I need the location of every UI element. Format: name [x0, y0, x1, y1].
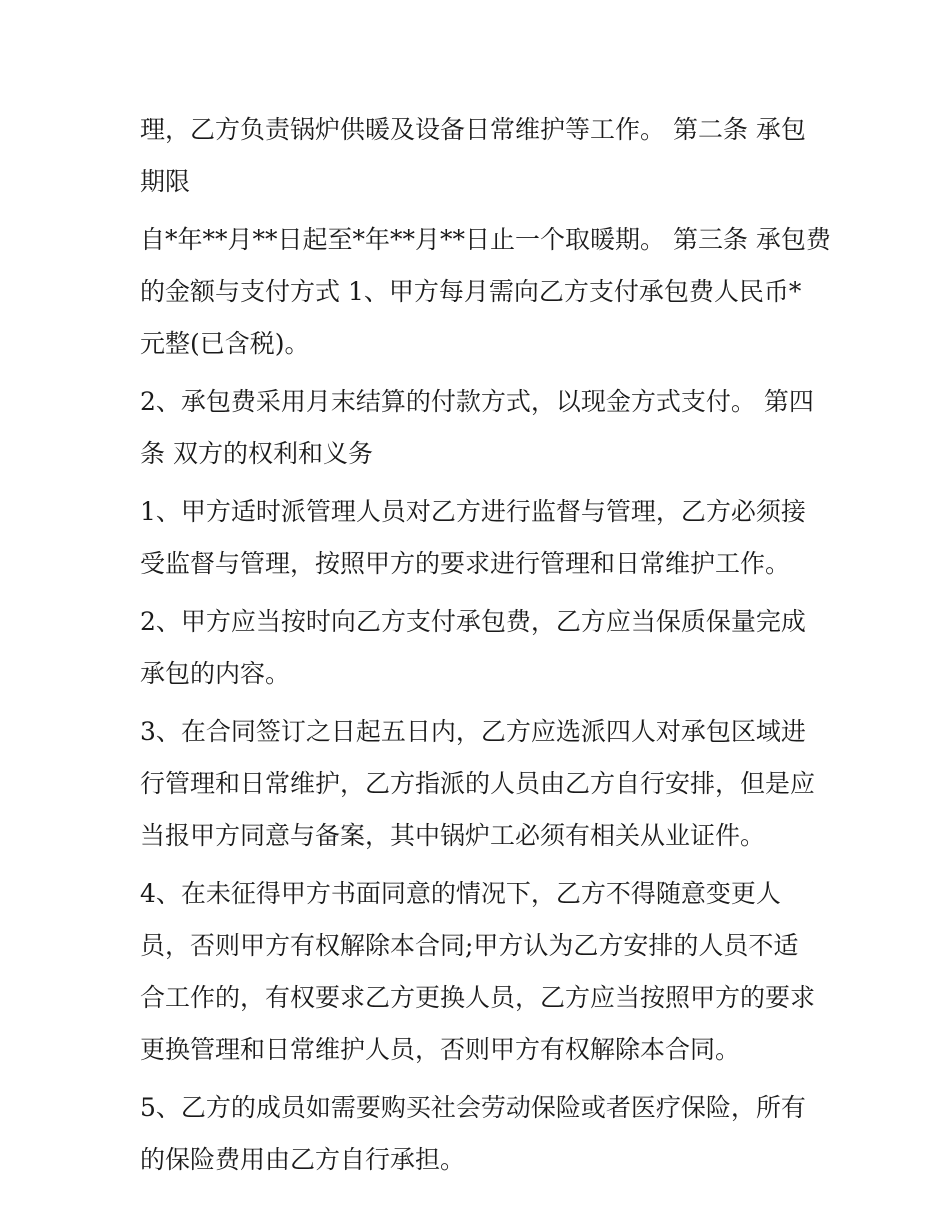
text-line: 的保险费用由乙方自行承担。 — [140, 1145, 466, 1174]
paragraph-staffing — [140, 706, 820, 862]
text-line: 自*年**月**日起至*年**月**日止一个取暖期。 第三条 承包费 — [140, 225, 831, 254]
text-line: 3、在合同签订之日起五日内，乙方应选派四人对承包区域进 — [140, 717, 806, 746]
text-line: 5、乙方的成员如需要购买社会劳动保险或者医疗保险，所有 — [140, 1093, 806, 1122]
text-line: 1、甲方适时派管理人员对乙方进行监督与管理，乙方必须接 — [140, 497, 806, 526]
paragraph-settlement-method — [140, 376, 820, 480]
text-line: 期限 — [140, 167, 191, 196]
paragraph-contractor-duties-and-term — [140, 104, 820, 208]
text-line: 更换管理和日常维护人员，否则甲方有权解除本合同。 — [140, 1035, 741, 1064]
paragraph-payment-obligation — [140, 596, 820, 700]
document-body — [140, 104, 831, 1192]
text-line: 受监督与管理，按照甲方的要求进行管理和日常维护工作。 — [140, 549, 791, 578]
paragraph-supervision — [140, 486, 820, 590]
text-line: 理，乙方负责锅炉供暖及设备日常维护等工作。 第二条 承包 — [140, 115, 806, 144]
text-line: 行管理和日常维护，乙方指派的人员由乙方自行安排，但是应 — [140, 769, 816, 798]
text-line: 合工作的，有权要求乙方更换人员，乙方应当按照甲方的要求 — [140, 983, 816, 1012]
text-line: 元整(已含税)。 — [140, 329, 310, 358]
text-line: 员，否则甲方有权解除本合同;甲方认为乙方安排的人员不适 — [140, 931, 799, 960]
paragraph-term-and-payment — [140, 214, 831, 370]
text-line: 的金额与支付方式 1、甲方每月需向乙方支付承包费人民币* — [140, 277, 802, 306]
text-line: 2、承包费采用月末结算的付款方式，以现金方式支付。 第四 — [140, 387, 814, 416]
paragraph-personnel-changes — [140, 868, 820, 1076]
paragraph-insurance — [140, 1082, 820, 1186]
text-line: 承包的内容。 — [140, 659, 291, 688]
text-line: 当报甲方同意与备案，其中锅炉工必须有相关从业证件。 — [140, 821, 766, 850]
text-line: 2、甲方应当按时向乙方支付承包费，乙方应当保质保量完成 — [140, 607, 806, 636]
text-line: 4、在未征得甲方书面同意的情况下，乙方不得随意变更人 — [140, 879, 781, 908]
text-line: 条 双方的权利和义务 — [140, 439, 373, 468]
